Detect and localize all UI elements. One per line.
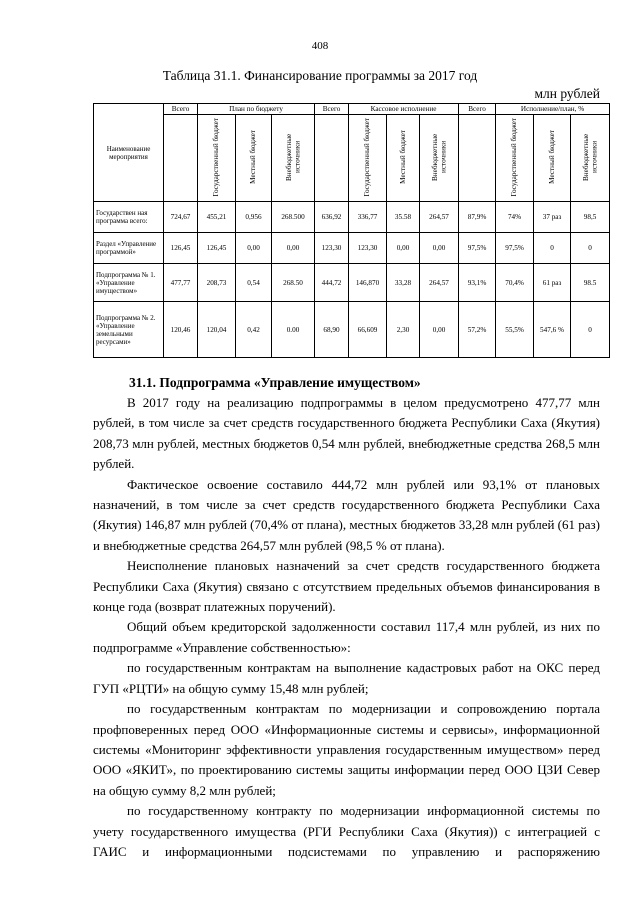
header-exec-total-cell <box>459 115 496 202</box>
page-number: 408 <box>311 40 329 52</box>
cell: 0 <box>534 233 571 264</box>
header-exec-local: Местный бюджет <box>534 115 571 202</box>
cell: 33,28 <box>387 264 420 302</box>
cell: 268.50 <box>272 264 315 302</box>
cell: 98.5 <box>571 264 610 302</box>
cell: 0,00 <box>272 233 315 264</box>
cell: 74% <box>496 202 534 233</box>
header-plan-total: Всего <box>164 104 198 115</box>
cell: 0,00 <box>236 233 272 264</box>
cell: 264,57 <box>420 202 459 233</box>
cell: 97,5% <box>496 233 534 264</box>
cell: 120,46 <box>164 302 198 358</box>
financing-table <box>93 103 610 358</box>
paragraph: Фактическое освоение составило 444,72 млн рублей или 93,1% от плановых назначений, в том числе за счет средств государственного бюджета Республики Саха (Якутия) 146,87 млн рублей (70,4% от плана), местных бюджетов 33,28 млн рублей (61 раз) и внебюджетные средства 264,57 млн рублей (98,5 % от плана). <box>93 476 600 553</box>
paragraph: по государственным контрактам на выполнение кадастровых работ на ОКС перед ГУП «РЦТИ» на общую сумму 15,48 млн рублей; <box>93 660 600 696</box>
header-exec-state: Государственный бюджет <box>496 115 534 202</box>
cell: 146,870 <box>349 264 387 302</box>
header-plan-state: Государственный бюджет <box>198 115 236 202</box>
paragraph: по государственному контракту по модернизации информационной системы по учету государственного имущества (РГИ Республики Саха (Якутия)) с интеграцией с ГАИС и информационными подсистемами по управлению и распоряжению <box>93 803 600 859</box>
table-title: Таблица 31.1. Финансирование программы за 2017 год <box>162 68 478 83</box>
table-row <box>94 202 610 233</box>
paragraph: В 2017 году на реализацию подпрограммы в целом предусмотрено 477,77 млн рублей, в том числе за счет средств государственного бюджета Республики Саха (Якутия) 208,73 млн рублей, местных бюджетов 0,54 млн рублей, внебюджетные средства 268,5 млн рублей. <box>93 395 600 472</box>
section-heading: 31.1. Подпрограмма «Управление имуществом» <box>129 375 421 390</box>
cell: 66,609 <box>349 302 387 358</box>
cell: 547,6 % <box>534 302 571 358</box>
cell: 120,04 <box>198 302 236 358</box>
table-row <box>94 302 610 358</box>
cell: 93,1% <box>459 264 496 302</box>
cell: 264,57 <box>420 264 459 302</box>
header-plan-total-cell <box>164 115 198 202</box>
header-name: Наименование мероприятия <box>94 104 164 202</box>
cell: 0,956 <box>236 202 272 233</box>
cell: 57,2% <box>459 302 496 358</box>
cell: 0,00 <box>420 233 459 264</box>
header-exec-group: Исполнение/план, % <box>496 104 610 115</box>
cell: 208,73 <box>198 264 236 302</box>
header-cash-state: Государственный бюджет <box>349 115 387 202</box>
row-name: Государствен ная программа всего: <box>94 202 164 233</box>
row-name: Подпрограмма № 2. «Управление земельными ресурсами» <box>94 302 164 358</box>
paragraph: по государственным контрактам по модернизации и сопровождению портала профповеренных перед ООО «Информационные системы и сервисы», информационной системы «Мониторинг эффективности управления государственным имуществом» перед ООО «ЯКИТ», по проектированию системы защиты информации перед ООО ЦЗИ Север на общую сумму 8,2 млн рублей; <box>93 701 600 798</box>
cell: 123,30 <box>349 233 387 264</box>
header-exec-extra: Внебюджетные источники <box>571 115 610 202</box>
cell: 123,30 <box>315 233 349 264</box>
cell: 0.00 <box>272 302 315 358</box>
table-row <box>94 264 610 302</box>
cell: 444,72 <box>315 264 349 302</box>
header-cash-group: Кассовое исполнение <box>349 104 459 115</box>
cell: 55,5% <box>496 302 534 358</box>
cell: 0 <box>571 302 610 358</box>
header-plan-group: План по бюджету <box>198 104 315 115</box>
cell: 97,5% <box>459 233 496 264</box>
header-cash-total-cell <box>315 115 349 202</box>
header-cash-local: Местный бюджет <box>387 115 420 202</box>
cell: 724,67 <box>164 202 198 233</box>
cell: 68,90 <box>315 302 349 358</box>
cell: 636,92 <box>315 202 349 233</box>
cell: 268.500 <box>272 202 315 233</box>
header-cash-total: Всего <box>315 104 349 115</box>
cell: 0,42 <box>236 302 272 358</box>
cell: 0,00 <box>420 302 459 358</box>
table-header-row-1 <box>94 104 610 115</box>
cell: 0,00 <box>387 233 420 264</box>
header-plan-local: Местный бюджет <box>236 115 272 202</box>
cell: 98,5 <box>571 202 610 233</box>
row-name: Раздел «Управление программой» <box>94 233 164 264</box>
cell: 455,21 <box>198 202 236 233</box>
cell: 37 раз <box>534 202 571 233</box>
cell: 61 раз <box>534 264 571 302</box>
table-row <box>94 233 610 264</box>
header-plan-extra: Внебюджетные источники <box>272 115 315 202</box>
cell: 0,54 <box>236 264 272 302</box>
paragraph: Общий объем кредиторской задолженности составил 117,4 млн рублей, из них по подпрограмме «Управление собственностью»: <box>93 619 600 655</box>
table-header-row-2 <box>94 115 610 202</box>
cell: 70,4% <box>496 264 534 302</box>
cell: 0 <box>571 233 610 264</box>
header-exec-total: Всего <box>459 104 496 115</box>
row-name: Подпрограмма № 1. «Управление имуществом» <box>94 264 164 302</box>
cell: 87,9% <box>459 202 496 233</box>
cell: 2,30 <box>387 302 420 358</box>
cell: 336,77 <box>349 202 387 233</box>
units-label: млн рублей <box>534 86 600 101</box>
body-text <box>93 393 600 862</box>
cell: 35.58 <box>387 202 420 233</box>
header-cash-extra: Внебюджетные источники <box>420 115 459 202</box>
cell: 126,45 <box>198 233 236 264</box>
cell: 126,45 <box>164 233 198 264</box>
cell: 477,77 <box>164 264 198 302</box>
paragraph: Неисполнение плановых назначений за счет средств государственного бюджета Республики Саха (Якутия) связано с отсутствием предельных объемов финансирования в конце года (возврат платежных поручений). <box>93 558 600 615</box>
